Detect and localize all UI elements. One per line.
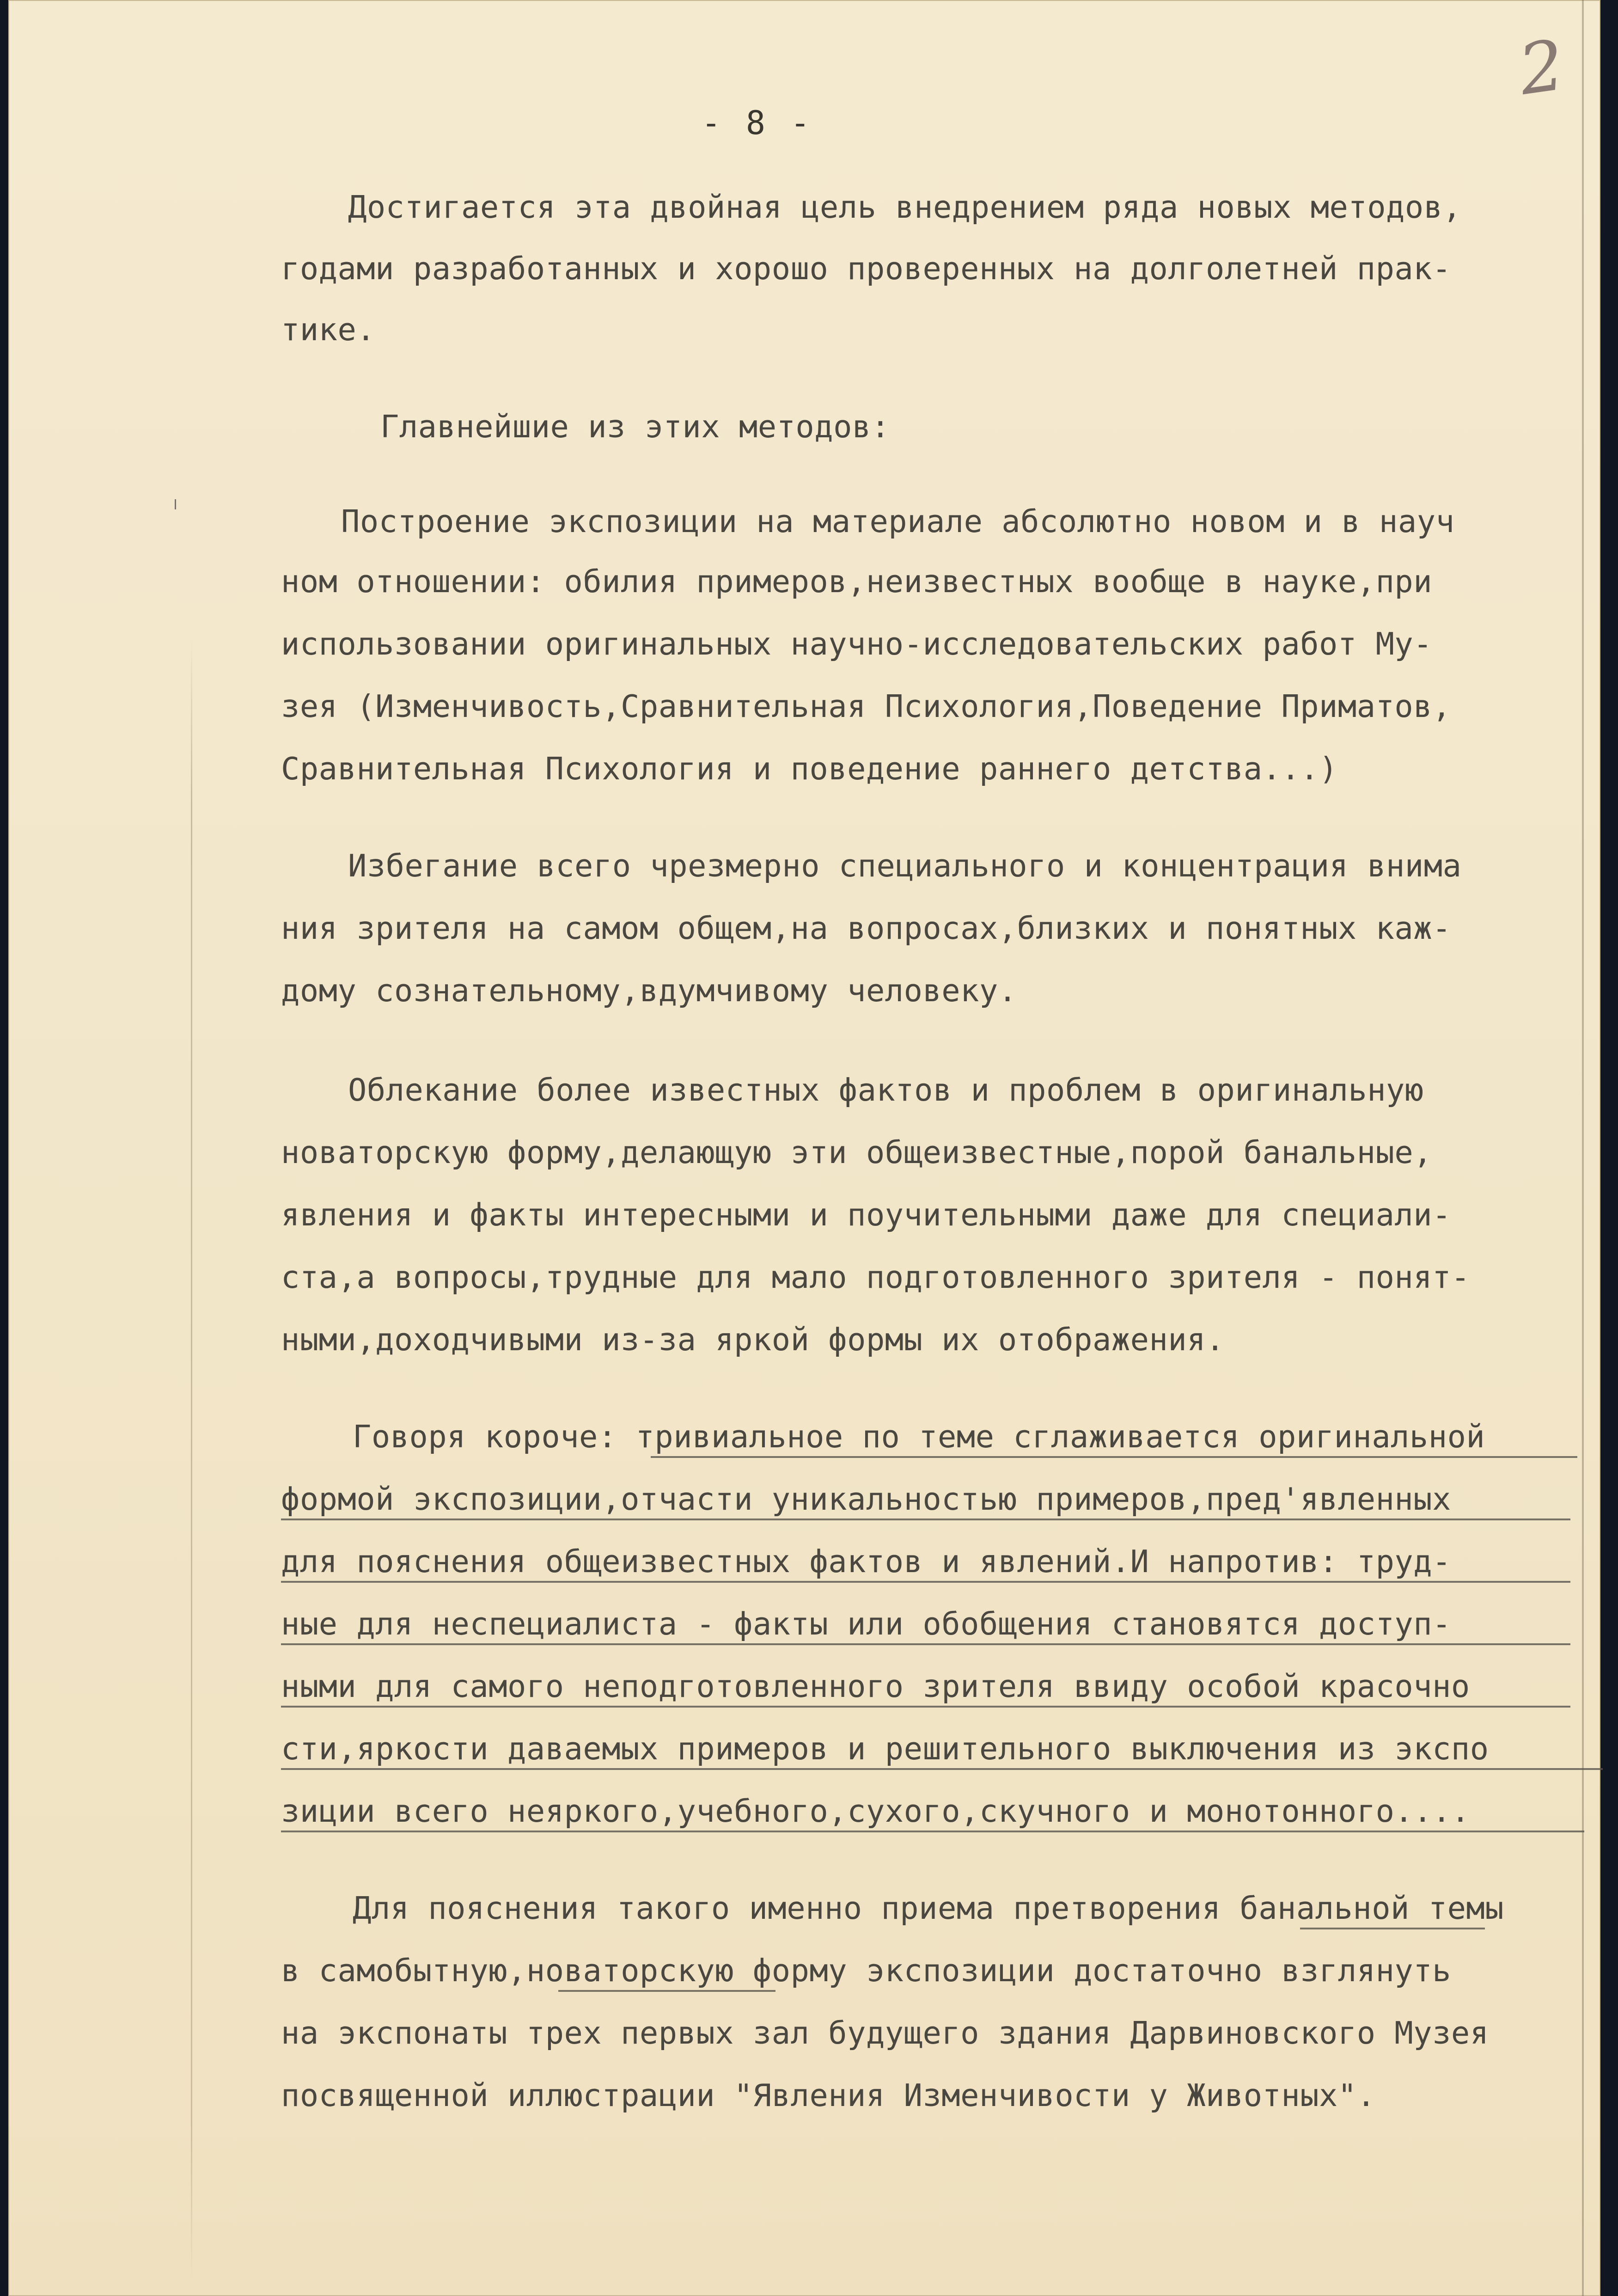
- underline: [1300, 1928, 1485, 1929]
- underline: [651, 1456, 1577, 1458]
- paper-fold: [191, 638, 192, 2284]
- text-line: годами разработанных и хорошо проверенных на долголетней прак-: [281, 251, 1451, 287]
- text-line: Для пояснения такого именно приема претворения банальной темы: [353, 1890, 1504, 1926]
- text-line: новаторскую форму,делающую эти общеизвестные,порой банальные,: [281, 1134, 1433, 1170]
- text-line: ния зрителя на самом общем,на вопросах,близких и понятных каж-: [281, 910, 1451, 946]
- text-line: тике.: [281, 312, 376, 348]
- text-line: Сравнительная Психология и поведение раннего детства...): [281, 751, 1338, 787]
- text-line: ста,а вопросы,трудные для мало подготовленного зрителя - понят-: [281, 1259, 1470, 1295]
- text-line: Говоря короче: тривиальное по теме сглаживается оригинальной: [353, 1419, 1485, 1455]
- text-line: зея (Изменчивость,Сравнительная Психология,Поведение Приматов,: [281, 688, 1451, 724]
- section-heading: Главнейшие из этих методов:: [380, 409, 890, 445]
- text-line: использовании оригинальных научно-исследовательских работ Му-: [281, 626, 1433, 662]
- text-line: явления и факты интересными и поучительными даже для специали-: [281, 1197, 1451, 1233]
- pencil-mark: [175, 499, 176, 509]
- text-line: Избегание всего чрезмерно специального и концентрация внима: [348, 848, 1462, 884]
- text-line: ными,доходчивыми из-за яркой формы их отображения.: [281, 1322, 1225, 1358]
- text-line: ные для неспециалиста - факты или обобщения становятся доступ-: [281, 1606, 1451, 1642]
- paper-edge: [1582, 0, 1584, 2296]
- text-line: ном отношении: обилия примеров,неизвестных вообще в науке,при: [281, 563, 1433, 600]
- document-page: [8, 0, 1600, 2296]
- underline: [281, 1643, 1570, 1645]
- underline: [281, 1831, 1584, 1832]
- text-line: зиции всего неяркого,учебного,сухого,скучного и монотонного....: [281, 1793, 1470, 1829]
- text-line: для пояснения общеизвестных фактов и явлений.И напротив: труд-: [281, 1543, 1451, 1580]
- text-line: посвященной иллюстрации "Явления Изменчивости у Животных".: [281, 2077, 1376, 2113]
- text-line: на экспонаты трех первых зал будущего здания Дарвиновского Музея: [281, 2015, 1489, 2051]
- underline: [281, 1706, 1570, 1708]
- underline: [281, 1768, 1603, 1770]
- text-line: в самобытную,новаторскую форму экспозиции достаточно взглянуть: [281, 1953, 1451, 1989]
- underline: [281, 1581, 1570, 1583]
- underline: [281, 1518, 1570, 1520]
- text-line: Облекание более известных фактов и проблем в оригинальную: [348, 1072, 1424, 1108]
- page-number: - 8 -: [701, 104, 813, 142]
- text-line: формой экспозиции,отчасти уникальностью примеров,пред'явленных: [281, 1481, 1451, 1517]
- underline: [558, 1990, 775, 1992]
- text-line: сти,яркости даваемых примеров и решительного выключения из экспо: [281, 1731, 1489, 1767]
- text-line: Построение экспозиции на материале абсолютно новом и в науч: [341, 503, 1455, 539]
- text-line: Достигается эта двойная цель внедрением ряда новых методов,: [348, 189, 1462, 225]
- handwritten-page-mark: 2: [1514, 25, 1569, 111]
- text-line: ными для самого неподготовленного зрителя ввиду особой красочно: [281, 1668, 1470, 1704]
- text-line: дому сознательному,вдумчивому человеку.: [281, 973, 1017, 1009]
